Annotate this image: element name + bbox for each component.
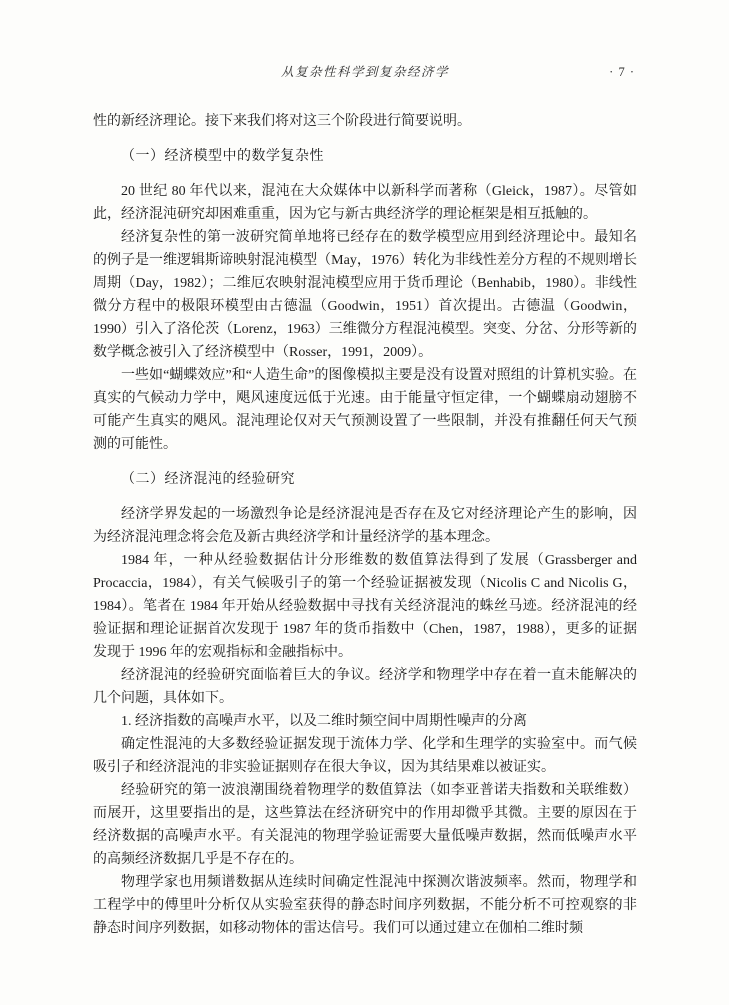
- numbered-subheading: 1. 经济指数的高噪声水平，以及二维时频空间中周期性噪声的分离: [121, 714, 527, 729]
- body-paragraph: 经济混沌的经验研究面临着巨大的争议。经济学和物理学中存在着一直未能解决的几个问题，具体如下。: [93, 668, 637, 706]
- running-header-title: 从复杂性科学到复杂经济学: [280, 65, 449, 79]
- page-body: [93, 110, 637, 940]
- body-paragraph: 物理学家也用频谱数据从连续时间确定性混沌中探测次谐波频率。然而，物理学和工程学中的傅里叶分析仅从实验室获得的静态时间序列数据，不能分析不可控观察的非静态时间序列数据，如移动物体的雷达信号。我们可以通过建立在伽柏二维时频: [93, 875, 637, 936]
- page-number: · 7 ·: [609, 65, 635, 79]
- body-paragraph: 经济学界发起的一场激烈争论是经济混沌是否存在及它对经济理论产生的影响，因为经济混沌理念将会危及新古典经济学和计量经济学的基本理念。: [93, 507, 637, 545]
- body-paragraph: 20 世纪 80 年代以来，混沌在大众媒体中以新科学而著称（Gleick，1987）。尽管如此，经济混沌研究却困难重重，因为它与新古典经济学的理论框架是相互抵触的。: [93, 184, 637, 222]
- body-paragraph: 一些如“蝴蝶效应”和“人造生命”的图像模拟主要是没有设置对照组的计算机实验。在真实的气候动力学中，飓风速度远低于光速。由于能量守恒定律，一个蝴蝶扇动翅膀不可能产生真实的飓风。混沌理论仅对天气预测设置了一些限制，并没有推翻任何天气预测的可能性。: [93, 368, 637, 452]
- running-header: [93, 64, 637, 81]
- continuation-paragraph: 性的新经济理论。接下来我们将对这三个阶段进行简要说明。: [93, 114, 471, 129]
- body-paragraph: 1984 年，一种从经验数据估计分形维数的数值算法得到了发展（Grassberger and Procaccia，1984），有关气候吸引子的第一个经验证据被发现（Nicolis C and Nicolis G，1984）。笔者在 1984 年开始从经验数据中寻找有关经济混沌的蛛丝马迹。经济混沌的经验证据和理论证据首次发现于 1987 年的货币指数中（Chen，1987，1988），更多的证据发现于 1996 年的宏观指标和金融指标中。: [93, 553, 637, 660]
- body-paragraph: 经济复杂性的第一波研究简单地将已经存在的数学模型应用到经济理论中。最知名的例子是一维逻辑斯谛映射混沌模型（May，1976）转化为非线性差分方程的不规则增长周期（Day，1982）；二维厄农映射混沌模型应用于货币理论（Benhabib，1980）。非线性微分方程中的极限环模型由古德温（Goodwin，1951）首次提出。古德温（Goodwin，1990）引入了洛伦茨（Lorenz，1963）三维微分方程混沌模型。突变、分岔、分形等新的数学概念被引入了经济模型中（Rosser，1991，2009）。: [93, 230, 637, 360]
- section-heading-1: （一）经济模型中的数学复杂性: [121, 149, 324, 164]
- body-paragraph: 确定性混沌的大多数经验证据发现于流体力学、化学和生理学的实验室中。而气候吸引子和经济混沌的非实验证据则存在很大争议，因为其结果难以被证实。: [93, 737, 637, 775]
- section-heading-2: （二）经济混沌的经验研究: [121, 472, 295, 487]
- body-paragraph: 经验研究的第一波浪潮围绕着物理学的数值算法（如李亚普诺夫指数和关联维数）而展开，这里要指出的是，这些算法在经济研究中的作用却微乎其微。主要的原因在于经济数据的高噪声水平。有关混沌的物理学验证需要大量低噪声数据，然而低噪声水平的高频经济数据几乎是不存在的。: [93, 783, 637, 867]
